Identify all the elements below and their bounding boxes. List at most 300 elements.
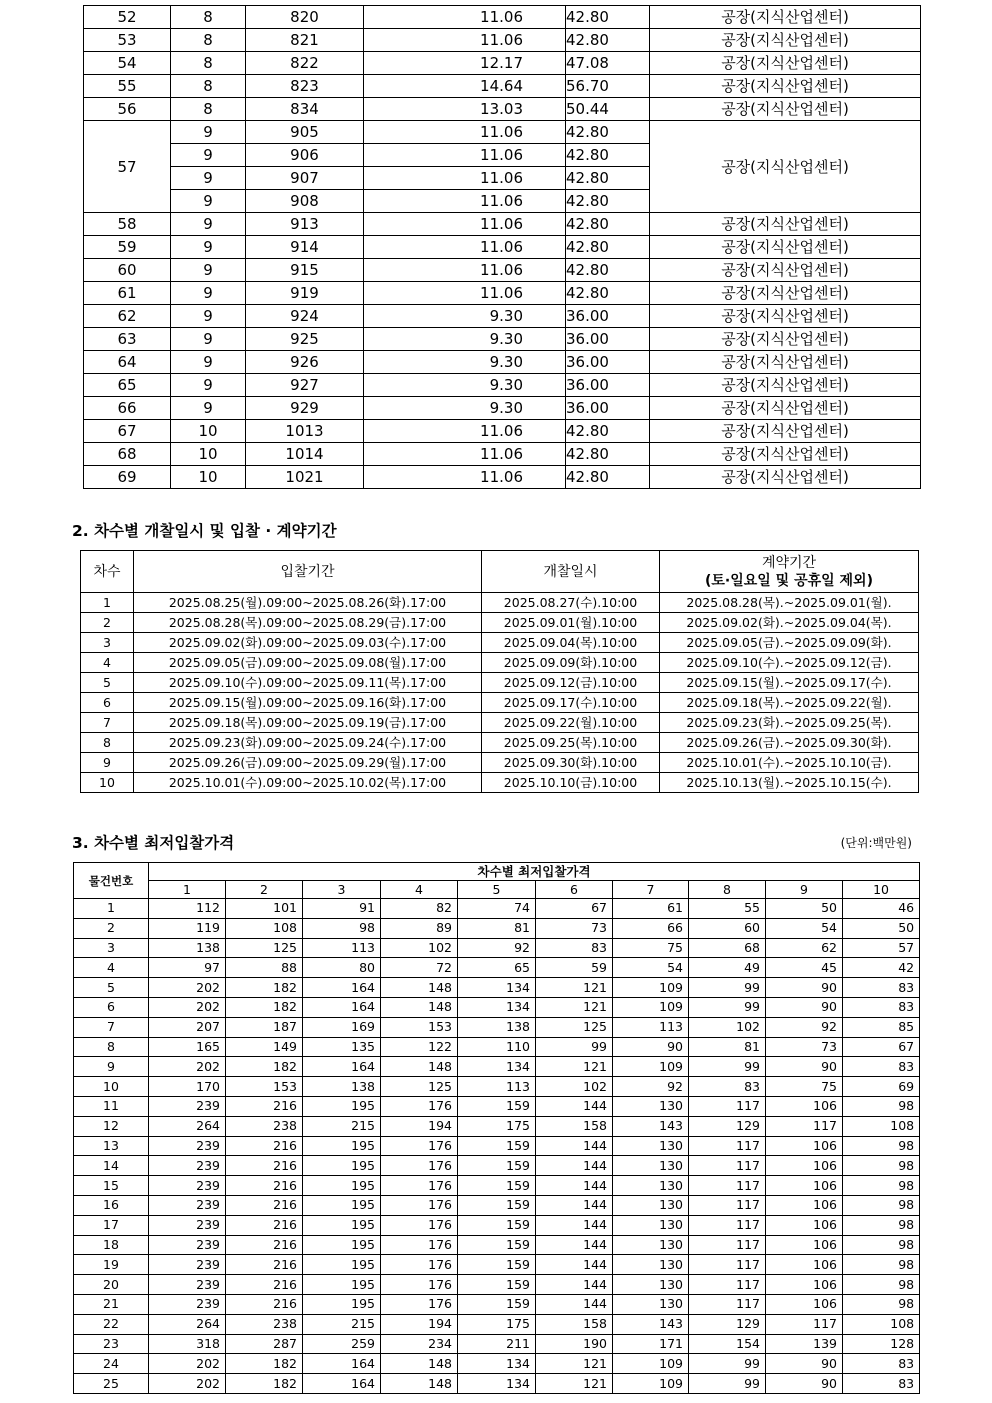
price-cell: 159 xyxy=(458,1156,536,1176)
usage-cell: 공장(지식산업센터) xyxy=(650,420,921,443)
price-cell: 259 xyxy=(303,1334,381,1354)
price-cell: 239 xyxy=(149,1176,226,1196)
price-cell: 121 xyxy=(536,978,613,998)
price-row xyxy=(74,918,920,938)
price-cell: 195 xyxy=(303,1215,381,1235)
area2-cell: 42.80 xyxy=(566,213,650,236)
price-cell: 135 xyxy=(303,1037,381,1057)
price-cell: 83 xyxy=(843,997,920,1017)
bid-period-cell: 2025.09.26(금).09:00~2025.09.29(월).17:00 xyxy=(134,753,482,773)
price-row xyxy=(74,1235,920,1255)
item-no-cell: 10 xyxy=(74,1077,149,1097)
price-cell: 90 xyxy=(613,1037,689,1057)
price-cell: 169 xyxy=(303,1017,381,1037)
price-row xyxy=(74,1215,920,1235)
price-cell: 202 xyxy=(149,1057,226,1077)
price-cell: 92 xyxy=(613,1077,689,1097)
price-cell: 143 xyxy=(613,1314,689,1334)
price-cell: 216 xyxy=(226,1156,303,1176)
price-cell: 83 xyxy=(843,1057,920,1077)
price-cell: 238 xyxy=(226,1314,303,1334)
price-row xyxy=(74,1255,920,1275)
minimum-price-table xyxy=(73,862,920,1394)
price-cell: 134 xyxy=(458,1057,536,1077)
price-cell: 195 xyxy=(303,1255,381,1275)
price-cell: 154 xyxy=(689,1334,766,1354)
item-no-cell: 9 xyxy=(74,1057,149,1077)
item-no-cell: 56 xyxy=(84,98,171,121)
round-cell: 9 xyxy=(81,753,134,773)
unit-cell: 913 xyxy=(246,213,364,236)
round-cell: 8 xyxy=(81,733,134,753)
price-cell: 106 xyxy=(766,1255,843,1275)
price-cell: 175 xyxy=(458,1116,536,1136)
price-cell: 65 xyxy=(458,958,536,978)
price-header-round: 5 xyxy=(458,881,536,899)
price-header-round: 3 xyxy=(303,881,381,899)
item-no-cell: 20 xyxy=(74,1275,149,1295)
price-cell: 176 xyxy=(381,1275,458,1295)
item-no-cell: 66 xyxy=(84,397,171,420)
floor-cell: 8 xyxy=(171,75,246,98)
price-cell: 216 xyxy=(226,1215,303,1235)
area1-cell: 9.30 xyxy=(364,328,566,351)
price-cell: 139 xyxy=(766,1334,843,1354)
price-cell: 164 xyxy=(303,1374,381,1394)
price-cell: 143 xyxy=(613,1116,689,1136)
item-no-cell: 67 xyxy=(84,420,171,443)
item-no-cell: 23 xyxy=(74,1334,149,1354)
price-cell: 90 xyxy=(766,1374,843,1394)
price-row xyxy=(74,1096,920,1116)
price-cell: 98 xyxy=(843,1235,920,1255)
price-cell: 117 xyxy=(689,1136,766,1156)
bid-period-cell: 2025.09.18(목).09:00~2025.09.19(금).17:00 xyxy=(134,713,482,733)
unit-cell: 821 xyxy=(246,29,364,52)
schedule-body xyxy=(81,593,919,793)
usage-cell: 공장(지식산업센터) xyxy=(650,305,921,328)
price-cell: 129 xyxy=(689,1116,766,1136)
price-cell: 106 xyxy=(766,1235,843,1255)
contract-period-cell: 2025.09.10(수).~2025.09.12(금). xyxy=(660,653,919,673)
contract-period-cell: 2025.10.13(월).~2025.10.15(수). xyxy=(660,773,919,793)
floor-cell: 9 xyxy=(171,259,246,282)
price-cell: 129 xyxy=(689,1314,766,1334)
schedule-row xyxy=(81,733,919,753)
price-cell: 159 xyxy=(458,1195,536,1215)
item-no-cell: 1 xyxy=(74,899,149,919)
item-no-cell: 25 xyxy=(74,1374,149,1394)
price-cell: 159 xyxy=(458,1235,536,1255)
item-no-cell: 21 xyxy=(74,1294,149,1314)
price-cell: 144 xyxy=(536,1255,613,1275)
table-row xyxy=(84,121,921,144)
price-cell: 239 xyxy=(149,1195,226,1215)
schedule-header-contract-line1: 계약기간 xyxy=(761,554,817,571)
bid-period-cell: 2025.10.01(수).09:00~2025.10.02(목).17:00 xyxy=(134,773,482,793)
item-no-cell: 69 xyxy=(84,466,171,489)
price-cell: 130 xyxy=(613,1215,689,1235)
unit-cell: 908 xyxy=(246,190,364,213)
floor-cell: 9 xyxy=(171,328,246,351)
price-cell: 239 xyxy=(149,1255,226,1275)
price-cell: 176 xyxy=(381,1176,458,1196)
price-cell: 134 xyxy=(458,1354,536,1374)
opening-cell: 2025.09.12(금).10:00 xyxy=(482,673,660,693)
price-cell: 99 xyxy=(689,1374,766,1394)
price-cell: 130 xyxy=(613,1275,689,1295)
schedule-row xyxy=(81,773,919,793)
price-cell: 102 xyxy=(536,1077,613,1097)
price-header-group-row xyxy=(74,863,920,881)
price-cell: 90 xyxy=(766,997,843,1017)
contract-period-cell: 2025.08.28(목).~2025.09.01(월). xyxy=(660,593,919,613)
usage-cell: 공장(지식산업센터) xyxy=(650,397,921,420)
price-cell: 125 xyxy=(381,1077,458,1097)
price-row xyxy=(74,1156,920,1176)
round-cell: 5 xyxy=(81,673,134,693)
price-cell: 117 xyxy=(766,1314,843,1334)
price-cell: 106 xyxy=(766,1136,843,1156)
price-cell: 158 xyxy=(536,1314,613,1334)
schedule-table xyxy=(80,550,919,793)
price-cell: 195 xyxy=(303,1195,381,1215)
bid-period-cell: 2025.08.25(월).09:00~2025.08.26(화).17:00 xyxy=(134,593,482,613)
price-cell: 50 xyxy=(843,918,920,938)
area2-cell: 47.08 xyxy=(566,52,650,75)
usage-cell: 공장(지식산업센터) xyxy=(650,374,921,397)
price-cell: 216 xyxy=(226,1255,303,1275)
usage-cell: 공장(지식산업센터) xyxy=(650,328,921,351)
price-cell: 164 xyxy=(303,997,381,1017)
price-cell: 57 xyxy=(843,938,920,958)
price-cell: 176 xyxy=(381,1136,458,1156)
area1-cell: 11.06 xyxy=(364,443,566,466)
price-cell: 144 xyxy=(536,1176,613,1196)
price-cell: 159 xyxy=(458,1176,536,1196)
price-row xyxy=(74,1037,920,1057)
price-cell: 134 xyxy=(458,978,536,998)
price-cell: 74 xyxy=(458,899,536,919)
price-cell: 122 xyxy=(381,1037,458,1057)
price-cell: 117 xyxy=(689,1255,766,1275)
item-no-cell: 24 xyxy=(74,1354,149,1374)
area2-cell: 42.80 xyxy=(566,29,650,52)
price-cell: 164 xyxy=(303,1354,381,1374)
price-row xyxy=(74,1354,920,1374)
price-cell: 202 xyxy=(149,1354,226,1374)
price-cell: 182 xyxy=(226,1354,303,1374)
usage-cell: 공장(지식산업센터) xyxy=(650,236,921,259)
price-header-round: 4 xyxy=(381,881,458,899)
price-cell: 90 xyxy=(766,978,843,998)
price-cell: 144 xyxy=(536,1294,613,1314)
price-cell: 82 xyxy=(381,899,458,919)
price-cell: 144 xyxy=(536,1235,613,1255)
floor-cell: 9 xyxy=(171,121,246,144)
price-row xyxy=(74,978,920,998)
price-cell: 144 xyxy=(536,1096,613,1116)
price-cell: 216 xyxy=(226,1235,303,1255)
price-cell: 287 xyxy=(226,1334,303,1354)
usage-cell: 공장(지식산업센터) xyxy=(650,351,921,374)
unit-cell: 905 xyxy=(246,121,364,144)
table-row xyxy=(84,236,921,259)
price-row xyxy=(74,1176,920,1196)
item-no-cell: 57 xyxy=(84,121,171,213)
price-cell: 144 xyxy=(536,1275,613,1295)
contract-period-cell: 2025.09.18(목).~2025.09.22(월). xyxy=(660,693,919,713)
table-row xyxy=(84,259,921,282)
price-cell: 159 xyxy=(458,1255,536,1275)
item-no-cell: 8 xyxy=(74,1037,149,1057)
price-cell: 138 xyxy=(303,1077,381,1097)
item-no-cell: 54 xyxy=(84,52,171,75)
area2-cell: 42.80 xyxy=(566,144,650,167)
table-row xyxy=(84,98,921,121)
price-cell: 98 xyxy=(843,1215,920,1235)
price-cell: 175 xyxy=(458,1314,536,1334)
price-cell: 113 xyxy=(458,1077,536,1097)
usage-cell: 공장(지식산업센터) xyxy=(650,75,921,98)
price-cell: 106 xyxy=(766,1096,843,1116)
item-no-cell: 68 xyxy=(84,443,171,466)
price-cell: 144 xyxy=(536,1195,613,1215)
price-cell: 117 xyxy=(689,1275,766,1295)
item-no-cell: 19 xyxy=(74,1255,149,1275)
usage-cell: 공장(지식산업센터) xyxy=(650,282,921,305)
price-cell: 144 xyxy=(536,1215,613,1235)
unit-cell: 925 xyxy=(246,328,364,351)
bid-period-cell: 2025.09.05(금).09:00~2025.09.08(월).17:00 xyxy=(134,653,482,673)
area2-cell: 36.00 xyxy=(566,351,650,374)
floor-cell: 9 xyxy=(171,190,246,213)
schedule-row xyxy=(81,753,919,773)
item-no-cell: 55 xyxy=(84,75,171,98)
schedule-header-row xyxy=(81,551,919,593)
area2-cell: 36.00 xyxy=(566,397,650,420)
table-row xyxy=(84,443,921,466)
unit-cell: 820 xyxy=(246,6,364,29)
price-header-round: 7 xyxy=(613,881,689,899)
item-no-cell: 11 xyxy=(74,1096,149,1116)
price-cell: 98 xyxy=(843,1096,920,1116)
usage-cell: 공장(지식산업센터) xyxy=(650,6,921,29)
floor-cell: 8 xyxy=(171,52,246,75)
price-cell: 91 xyxy=(303,899,381,919)
price-cell: 108 xyxy=(843,1116,920,1136)
price-cell: 75 xyxy=(613,938,689,958)
contract-period-cell: 2025.09.23(화).~2025.09.25(목). xyxy=(660,713,919,733)
price-cell: 130 xyxy=(613,1255,689,1275)
price-cell: 176 xyxy=(381,1255,458,1275)
opening-cell: 2025.09.30(화).10:00 xyxy=(482,753,660,773)
unit-cell: 929 xyxy=(246,397,364,420)
schedule-header-contract-line2: (토·일요일 및 공휴일 제외) xyxy=(705,572,873,589)
price-cell: 158 xyxy=(536,1116,613,1136)
table-row xyxy=(84,29,921,52)
price-cell: 182 xyxy=(226,1057,303,1077)
area2-cell: 42.80 xyxy=(566,121,650,144)
unit-cell: 1013 xyxy=(246,420,364,443)
price-cell: 117 xyxy=(689,1096,766,1116)
schedule-row xyxy=(81,593,919,613)
price-cell: 239 xyxy=(149,1235,226,1255)
price-cell: 99 xyxy=(689,978,766,998)
price-cell: 73 xyxy=(766,1037,843,1057)
price-cell: 121 xyxy=(536,1374,613,1394)
bid-period-cell: 2025.09.15(월).09:00~2025.09.16(화).17:00 xyxy=(134,693,482,713)
price-cell: 90 xyxy=(766,1057,843,1077)
schedule-header-bid-period: 입찰기간 xyxy=(134,551,482,593)
price-cell: 130 xyxy=(613,1294,689,1314)
table-row xyxy=(84,397,921,420)
price-cell: 207 xyxy=(149,1017,226,1037)
table-row xyxy=(84,75,921,98)
unit-cell: 926 xyxy=(246,351,364,374)
price-cell: 68 xyxy=(689,938,766,958)
area2-cell: 36.00 xyxy=(566,374,650,397)
usage-cell: 공장(지식산업센터) xyxy=(650,443,921,466)
property-list-body xyxy=(84,6,921,489)
price-cell: 98 xyxy=(843,1136,920,1156)
price-cell: 108 xyxy=(226,918,303,938)
floor-cell: 9 xyxy=(171,213,246,236)
price-cell: 144 xyxy=(536,1156,613,1176)
item-no-cell: 6 xyxy=(74,997,149,1017)
floor-cell: 9 xyxy=(171,282,246,305)
price-cell: 75 xyxy=(766,1077,843,1097)
price-cell: 67 xyxy=(843,1037,920,1057)
price-cell: 182 xyxy=(226,1374,303,1394)
item-no-cell: 4 xyxy=(74,958,149,978)
price-cell: 98 xyxy=(843,1294,920,1314)
schedule-header-round: 차수 xyxy=(81,551,134,593)
item-no-cell: 2 xyxy=(74,918,149,938)
price-cell: 110 xyxy=(458,1037,536,1057)
usage-cell: 공장(지식산업센터) xyxy=(650,98,921,121)
price-cell: 50 xyxy=(766,899,843,919)
price-cell: 130 xyxy=(613,1176,689,1196)
floor-cell: 9 xyxy=(171,397,246,420)
price-cell: 202 xyxy=(149,978,226,998)
price-cell: 113 xyxy=(613,1017,689,1037)
price-cell: 99 xyxy=(536,1037,613,1057)
unit-cell: 907 xyxy=(246,167,364,190)
bid-period-cell: 2025.09.02(화).09:00~2025.09.03(수).17:00 xyxy=(134,633,482,653)
area1-cell: 11.06 xyxy=(364,167,566,190)
opening-cell: 2025.08.27(수).10:00 xyxy=(482,593,660,613)
unit-cell: 823 xyxy=(246,75,364,98)
price-cell: 98 xyxy=(843,1195,920,1215)
price-cell: 130 xyxy=(613,1235,689,1255)
price-cell: 182 xyxy=(226,997,303,1017)
price-cell: 62 xyxy=(766,938,843,958)
price-cell: 239 xyxy=(149,1096,226,1116)
bid-period-cell: 2025.08.28(목).09:00~2025.08.29(금).17:00 xyxy=(134,613,482,633)
price-cell: 98 xyxy=(843,1275,920,1295)
price-cell: 81 xyxy=(458,918,536,938)
contract-period-cell: 2025.09.15(월).~2025.09.17(수). xyxy=(660,673,919,693)
item-no-cell: 5 xyxy=(74,978,149,998)
schedule-header-opening: 개찰일시 xyxy=(482,551,660,593)
area1-cell: 12.17 xyxy=(364,52,566,75)
price-row xyxy=(74,1116,920,1136)
schedule-row xyxy=(81,613,919,633)
price-cell: 239 xyxy=(149,1294,226,1314)
price-row xyxy=(74,1314,920,1334)
usage-cell: 공장(지식산업센터) xyxy=(650,29,921,52)
section2-title: 2. 차수별 개찰일시 및 입찰 · 계약기간 xyxy=(72,522,337,540)
price-body xyxy=(74,899,920,1394)
price-cell: 165 xyxy=(149,1037,226,1057)
item-no-cell: 12 xyxy=(74,1116,149,1136)
price-cell: 318 xyxy=(149,1334,226,1354)
price-cell: 46 xyxy=(843,899,920,919)
price-cell: 195 xyxy=(303,1156,381,1176)
price-row xyxy=(74,1057,920,1077)
unit-cell: 1014 xyxy=(246,443,364,466)
area1-cell: 14.64 xyxy=(364,75,566,98)
price-cell: 216 xyxy=(226,1195,303,1215)
price-cell: 211 xyxy=(458,1334,536,1354)
opening-cell: 2025.09.01(월).10:00 xyxy=(482,613,660,633)
unit-cell: 822 xyxy=(246,52,364,75)
price-cell: 92 xyxy=(766,1017,843,1037)
price-cell: 125 xyxy=(536,1017,613,1037)
area2-cell: 42.80 xyxy=(566,466,650,489)
table-row xyxy=(84,374,921,397)
item-no-cell: 59 xyxy=(84,236,171,259)
price-cell: 194 xyxy=(381,1116,458,1136)
opening-cell: 2025.09.25(목).10:00 xyxy=(482,733,660,753)
price-cell: 109 xyxy=(613,1057,689,1077)
item-no-cell: 52 xyxy=(84,6,171,29)
item-no-cell: 13 xyxy=(74,1136,149,1156)
price-cell: 67 xyxy=(536,899,613,919)
table-row xyxy=(84,466,921,489)
price-cell: 159 xyxy=(458,1294,536,1314)
unit-cell: 924 xyxy=(246,305,364,328)
round-cell: 1 xyxy=(81,593,134,613)
price-header-round: 10 xyxy=(843,881,920,899)
item-no-cell: 60 xyxy=(84,259,171,282)
property-list-table xyxy=(83,5,921,489)
table-row xyxy=(84,351,921,374)
price-cell: 148 xyxy=(381,997,458,1017)
price-cell: 130 xyxy=(613,1156,689,1176)
price-cell: 90 xyxy=(766,1354,843,1374)
price-cell: 85 xyxy=(843,1017,920,1037)
opening-cell: 2025.09.04(목).10:00 xyxy=(482,633,660,653)
price-header-rounds-row xyxy=(74,881,920,899)
price-row xyxy=(74,899,920,919)
unit-cell: 915 xyxy=(246,259,364,282)
price-header-group: 차수별 최저입찰가격 xyxy=(149,863,920,881)
item-no-cell: 65 xyxy=(84,374,171,397)
price-cell: 176 xyxy=(381,1195,458,1215)
price-cell: 215 xyxy=(303,1116,381,1136)
price-cell: 109 xyxy=(613,1374,689,1394)
price-cell: 99 xyxy=(689,1057,766,1077)
price-cell: 117 xyxy=(689,1235,766,1255)
round-cell: 3 xyxy=(81,633,134,653)
area2-cell: 42.80 xyxy=(566,282,650,305)
price-cell: 109 xyxy=(613,997,689,1017)
usage-cell: 공장(지식산업센터) xyxy=(650,466,921,489)
price-header-round: 8 xyxy=(689,881,766,899)
unit-cell: 919 xyxy=(246,282,364,305)
